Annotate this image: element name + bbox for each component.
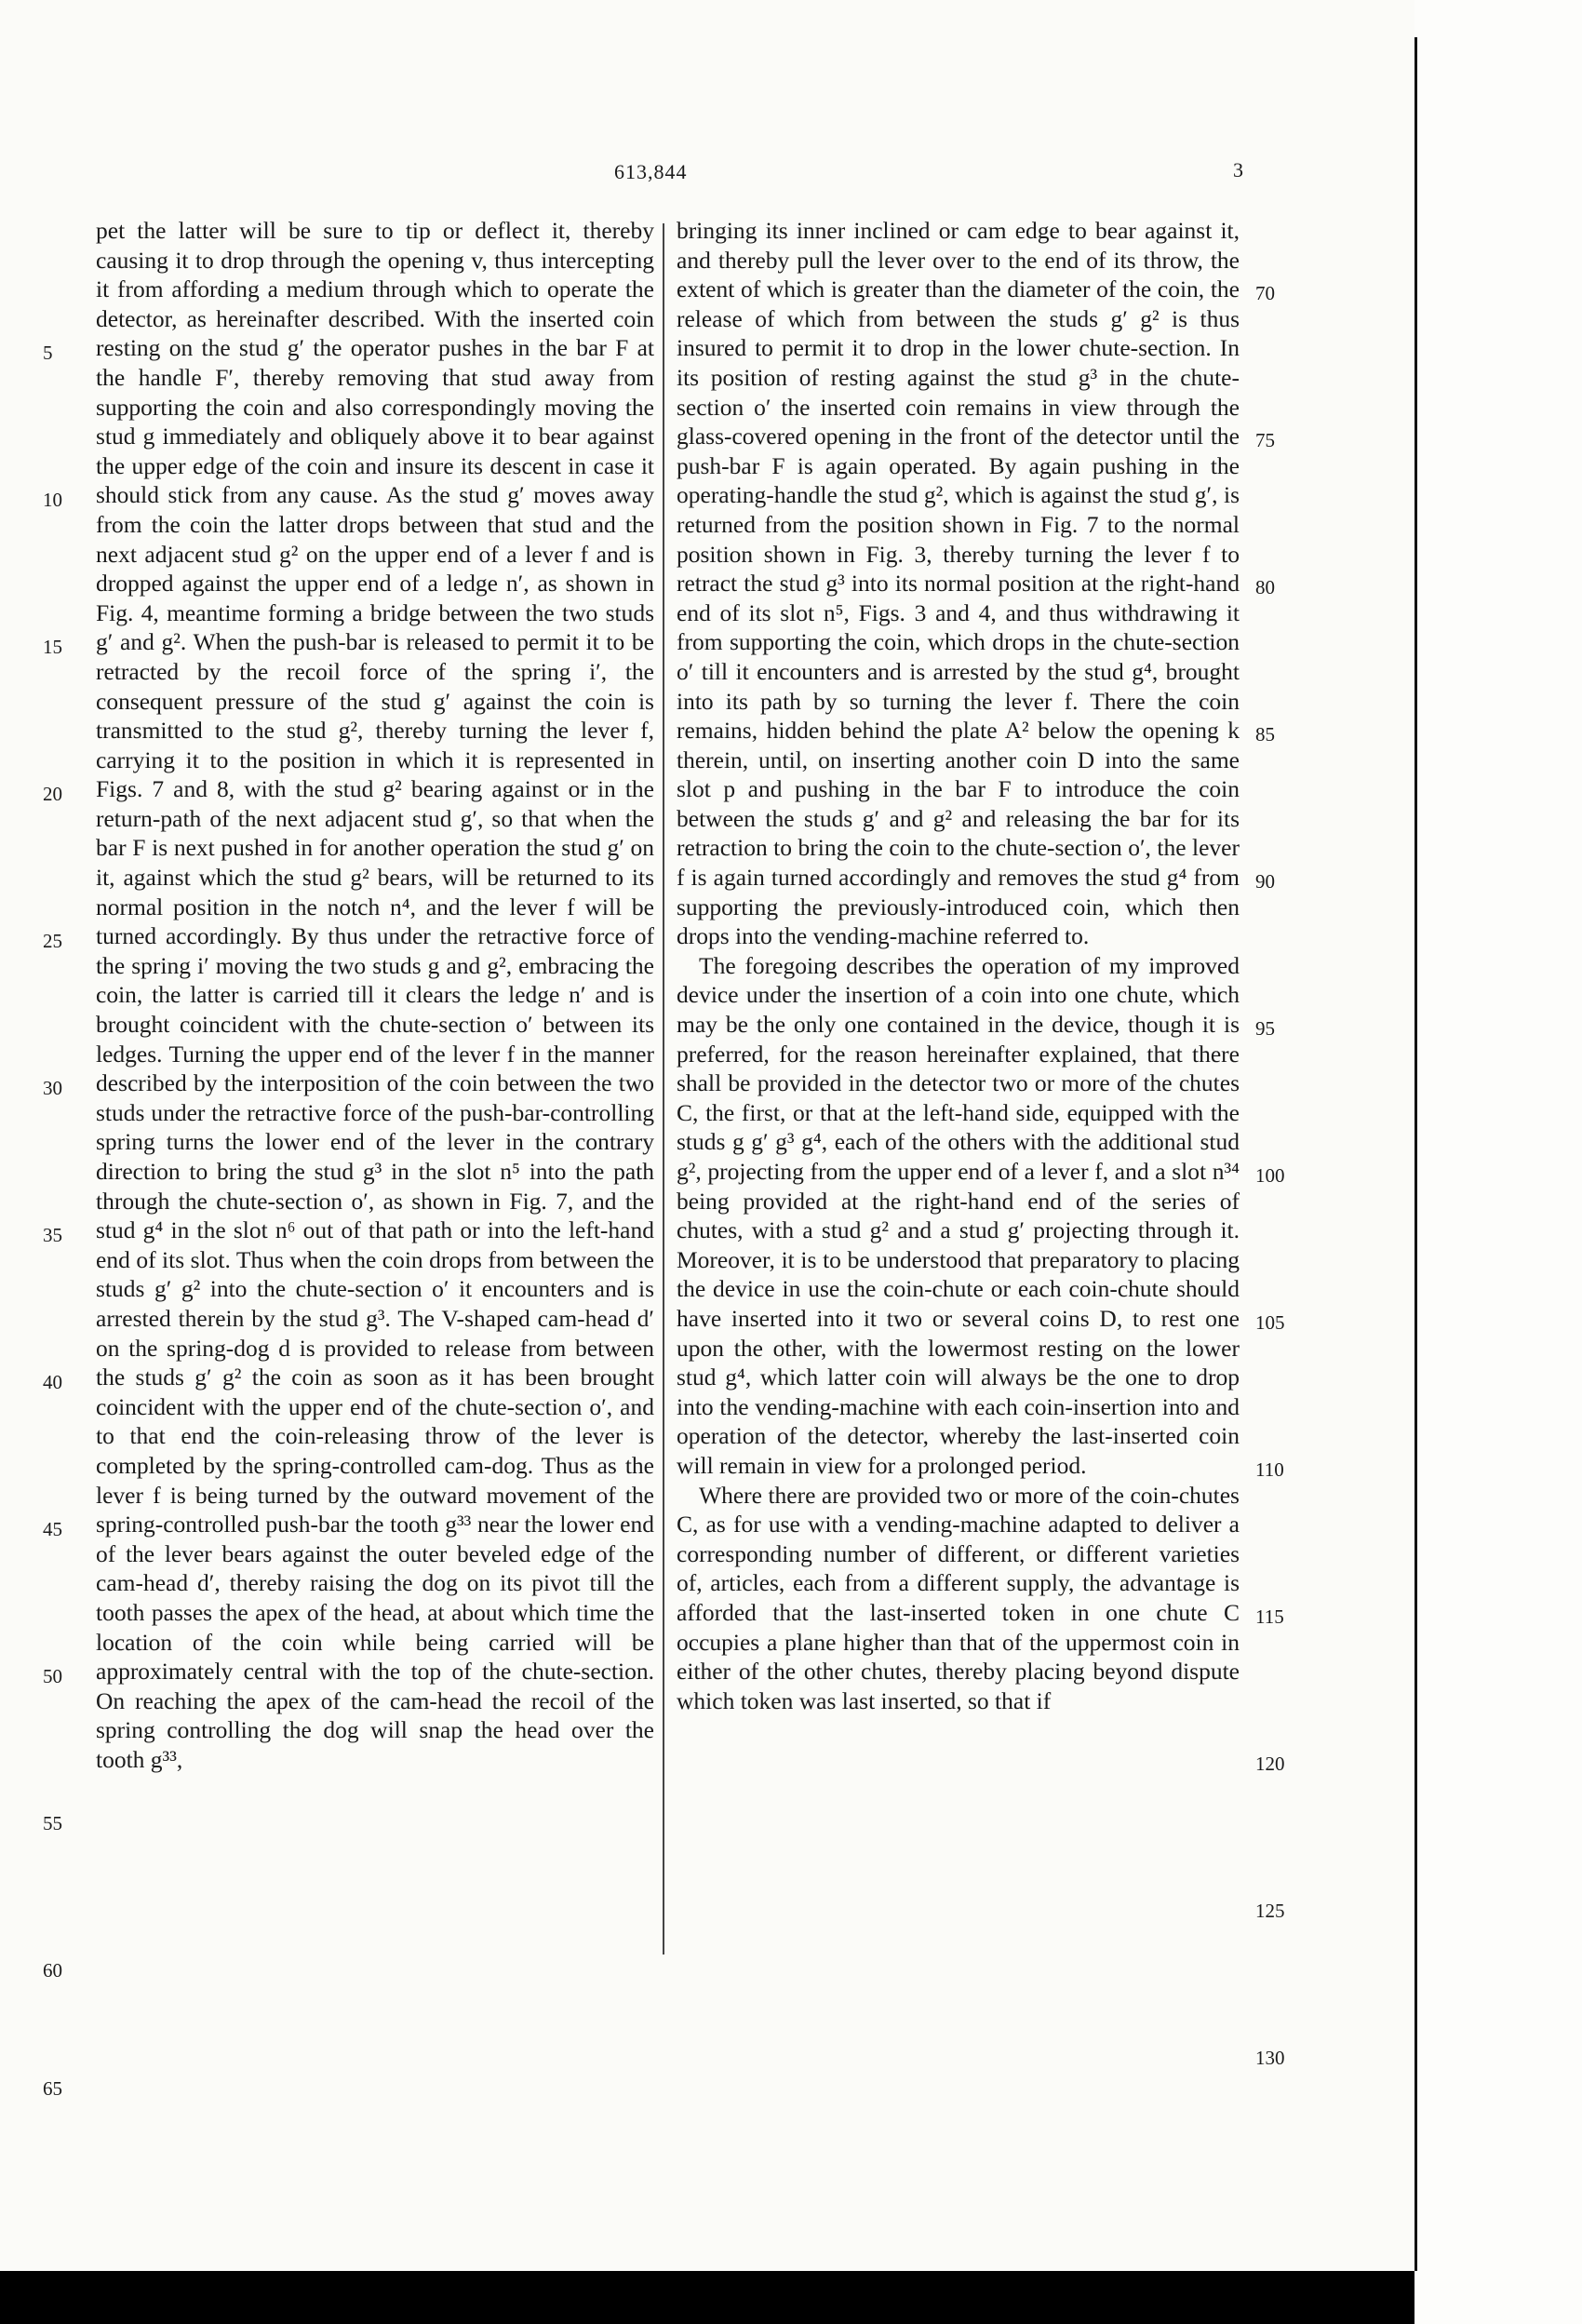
left-column [96,216,654,1774]
patent-number: 613,844 [614,160,688,183]
line-number: 120 [1255,1753,1285,1775]
right-paragraph-1: bringing its inner inclined or cam edge to bear against it, and thereby pull the lever over to the end of its throw, the extent of which is greater than the diameter of the coin, the release of which from between the studs g′ g² is thus insured to permit it to drop in the lower chute-section. In its position of resting against the stud g³ in the chute-section o′ the inserted coin remains in view through the glass-covered opening in the front of the detector until the push-bar F is again operated. By again pushing in the operating-handle the stud g², which is against the stud g′, is returned from the position shown in Fig. 7 to the normal position shown in Fig. 3, thereby turning the lever f to retract the stud g³ into its normal position at the right-hand end of its slot n⁵, Figs. 3 and 4, and thus withdrawing it from supporting the coin, which drops in the chute-section o′ till it encounters and is arrested by the stud g⁴, brought into its path by so turning the lever f. There the coin remains, hidden behind the plate A² below the opening k therein, until, on inserting another coin D into the same slot p and pushing in the bar F to introduce the coin between the studs g′ and g² and releasing the bar for its retraction to bring the coin to the chute-section o′, the lever f is again turned accordingly and removes the stud g⁴ from supporting the previously-introduced coin, which then drops into the vending-machine referred to. [677,217,1240,950]
right-column [677,216,1240,1715]
line-number: 10 [43,489,62,511]
line-number: 95 [1255,1017,1275,1040]
scan-right-margin [1414,0,1582,2324]
line-number: 70 [1255,282,1275,304]
line-number: 110 [1255,1458,1284,1481]
page-number: 3 [1233,158,1243,181]
scan-bottom-border [0,2271,1414,2324]
line-number: 30 [43,1077,62,1099]
line-number: 105 [1255,1311,1285,1334]
line-number: 85 [1255,723,1275,746]
right-paragraph-3: Where there are provided two or more of the coin-chutes C, as for use with a vending-machine adapted to deliver a corresponding number of different, or different varieties of, articles, each from a different supply, the advantage is afforded that the last-inserted token in one chute C occupies a plane higher than that of the uppermost coin in either of the other chutes, thereby placing beyond dispute which token was last inserted, so that if [677,1481,1240,1714]
column-divider [663,223,664,1955]
line-number: 90 [1255,870,1275,893]
page-edge-line [1414,37,1417,2271]
right-paragraph-2: The foregoing describes the operation of my improved device under the insertion of a coin into one chute, which may be the only one contained in the device, though it is preferred, for the reason hereinafter explained, that there shall be provided in the detector two or more of the chutes C, the first, or that at the left-hand side, equipped with the studs g g′ g³ g⁴, each of the others with the additional stud g², projecting from the upper end of a lever f, and a slot n³⁴ being provided at the right-hand end of the series of chutes, with a stud g² and a stud g′ projecting through it. Moreover, it is to be understood that preparatory to placing the device in use the coin-chute or each coin-chute should have inserted into it two or several coins D, to rest one upon the other, with the lowermost resting on the lower stud g⁴, which latter coin will always be the one to drop into the vending-machine with each coin-insertion into and operation of the detector, whereby the last-inserted coin will remain in view for a prolonged period. [677,951,1240,1479]
line-number: 35 [43,1224,62,1246]
line-number: 130 [1255,2047,1285,2069]
line-number: 65 [43,2077,62,2100]
line-number: 20 [43,783,62,805]
line-number: 50 [43,1665,62,1687]
left-column-text: pet the latter will be sure to tip or deflect it, thereby causing it to drop through the opening v, thus intercepting it from affording a medium through which to operate the detector, as hereinafter described. With the inserted coin resting on the stud g′ the operator pushes in the bar F at the handle F′, thereby removing that stud away from supporting the coin and also correspondingly moving the stud g immediately and obliquely above it to bear against the upper edge of the coin and insure its descent in case it should stick from any cause. As the stud g′ moves away from the coin the latter drops between that stud and the next adjacent stud g² on the upper end of a lever f and is dropped against the upper end of a ledge n′, as shown in Fig. 4, meantime forming a bridge between the two studs g′ and g². When the push-bar is released to permit it to be retracted by the recoil force of the spring i′, the consequent pressure of the stud g′ against the coin is transmitted to the stud g², thereby turning the lever f, carrying it to the position in which it is represented in Figs. 7 and 8, with the stud g² bearing against or in the return-path of the next adjacent stud g′, so that when the bar F is next pushed in for another operation the stud g′ on it, against which the stud g² bears, will be returned to its normal position in the notch n⁴, and the lever f will be turned accordingly. By thus under the retractive force of the spring i′ moving the two studs g and g², embracing the coin, the latter is carried till it clears the ledge n′ and is brought coincident with the chute-section o′ between its ledges. Turning the upper end of the lever f in the manner described by the interposition of the coin between the two studs under the retractive force of the push-bar-controlling spring turns the lower end of the lever in the contrary direction to bring the stud g³ in the slot n⁵ into the path through the chute-section o′, as shown in Fig. 7, and the stud g⁴ in the slot n⁶ out of that path or into the left-hand end of its slot. Thus when the coin drops from between the studs g′ g² into the chute-section o′ it encounters and is arrested therein by the stud g³. The V-shaped cam-head d′ on the spring-dog d is provided to release from between the studs g′ g² the coin as soon as it has been brought coincident with the upper end of the chute-section o′, and to that end the coin-releasing throw of the lever is completed by the spring-controlled cam-dog. Thus as the lever f is being turned by the outward movement of the spring-controlled push-bar the tooth g³³ near the lower end of the lever bears against the outer beveled edge of the cam-head d′, thereby raising the dog on its pivot till the tooth passes the apex of the head, at about which time the location of the coin while being carried will be approximately central with the top of the chute-section. On reaching the apex of the cam-head the recoil of the spring controlling the dog will snap the head over the tooth g³³, [96,217,654,1773]
line-number: 115 [1255,1605,1284,1628]
line-number: 80 [1255,576,1275,598]
line-number: 60 [43,1959,62,1981]
line-number: 100 [1255,1164,1285,1187]
line-number: 25 [43,930,62,952]
line-number: 125 [1255,1900,1285,1922]
line-number: 75 [1255,429,1275,451]
line-number: 40 [43,1371,62,1393]
line-number: 45 [43,1518,62,1540]
line-number: 55 [43,1812,62,1834]
line-number: 5 [43,342,53,364]
line-number: 15 [43,636,62,658]
